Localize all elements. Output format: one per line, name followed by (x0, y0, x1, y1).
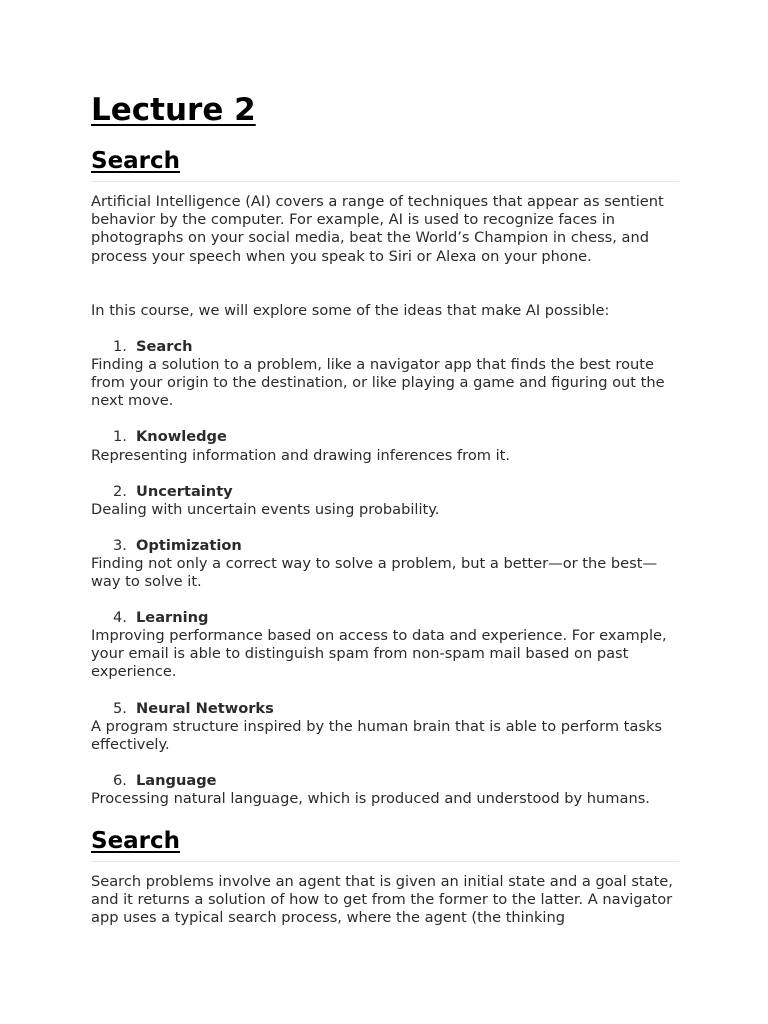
list-item-number: 1. (113, 428, 127, 445)
page-title: Lecture 2 (91, 92, 256, 128)
intro-paragraph: Artificial Intelligence (AI) covers a range of techniques that appear as sentient behavior by the computer. For example, AI is used to recognize faces in photographs on your social media, beat the World’s Champion in chess, and process your speech when you speak to Siri or Alexa on your phone. (91, 193, 664, 265)
section-heading-search: Search (91, 146, 679, 182)
list-item-number: 1. (113, 338, 127, 355)
list-item-title (113, 700, 274, 718)
list-item-title (113, 772, 217, 790)
list-item-title (113, 428, 227, 446)
list-item-description: Finding not only a correct way to solve a problem, but a better—or the best—way to solve it. (91, 555, 658, 591)
list-item-heading: Neural Networks (136, 700, 274, 717)
list-item-heading: Learning (136, 609, 209, 626)
list-item-title (113, 338, 193, 356)
list-item-heading: Search (136, 338, 193, 355)
list-item-description: Finding a solution to a problem, like a navigator app that finds the best route from your origin to the destination, or like playing a game and figuring out the next move. (91, 356, 665, 410)
list-item-description: Improving performance based on access to data and experience. For example, your email is able to distinguish spam from non-spam mail based on past experience. (91, 627, 667, 681)
list-item-description: A program structure inspired by the human brain that is able to perform tasks effectively. (91, 718, 663, 754)
list-item-description: Dealing with uncertain events using probability. (91, 501, 440, 518)
list-item-number: 4. (113, 609, 127, 626)
list-item-title (113, 537, 242, 555)
list-item-heading: Optimization (136, 537, 242, 554)
list-item-heading: Uncertainty (136, 483, 233, 500)
list-item-heading: Knowledge (136, 428, 227, 445)
list-item-number: 6. (113, 772, 127, 789)
list-item-title (113, 609, 208, 627)
list-item-number: 3. (113, 537, 127, 554)
list-item-heading: Language (136, 772, 217, 789)
topics-lead-paragraph: In this course, we will explore some of the ideas that make AI possible: (91, 302, 610, 319)
section-heading-search-2: Search (91, 826, 679, 862)
list-item-description: Processing natural language, which is produced and understood by humans. (91, 790, 650, 807)
search-intro-paragraph: Search problems involve an agent that is given an initial state and a goal state, and it returns a solution of how to get from the former to the latter. A navigator app uses a typical search process, where the agent (the thinking (91, 873, 673, 927)
list-item-description: Representing information and drawing inferences from it. (91, 447, 511, 464)
list-item-number: 2. (113, 483, 127, 500)
list-item-number: 5. (113, 700, 127, 717)
list-item-title (113, 483, 233, 501)
